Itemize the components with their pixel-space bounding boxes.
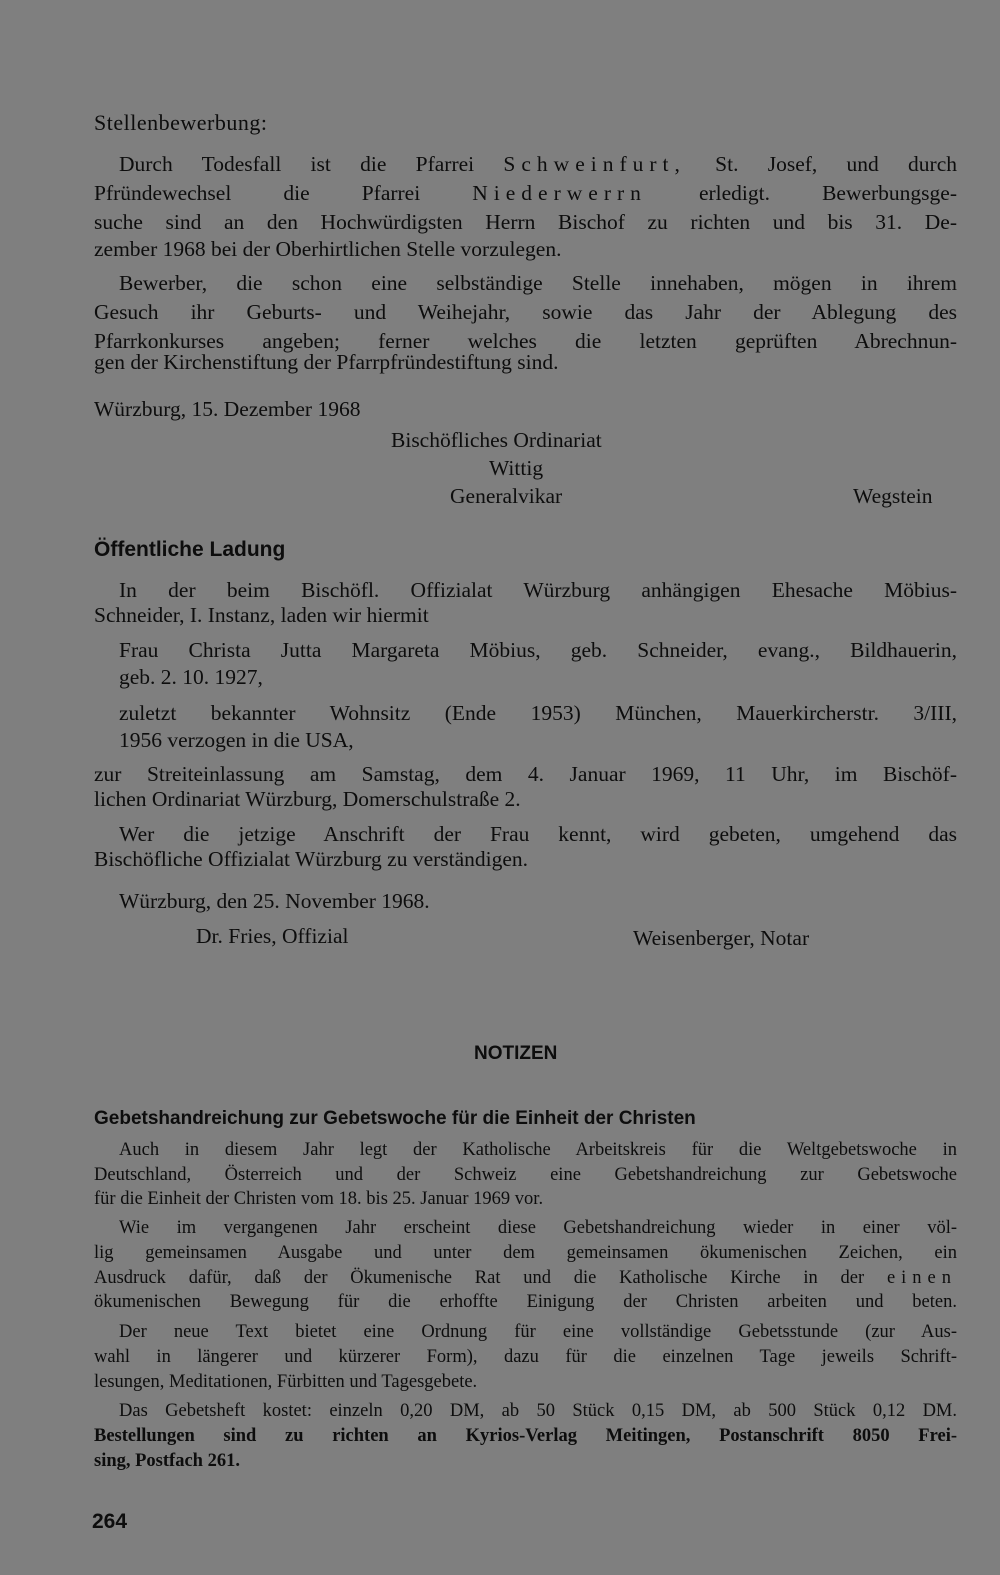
- notizen-p2-line1: Wie im vergangenen Jahr erscheint diese Gebetshandreichung wieder in einer völ-: [119, 1218, 957, 1238]
- notizen-p2-line2: lig gemeinsamen Ausgabe und unter dem gemeinsamen ökumenischen Zeichen, ein: [94, 1243, 957, 1263]
- notizen-p1-line2: Deutschland, Österreich und der Schweiz eine Gebetshandreichung zur Gebetswoche: [94, 1165, 957, 1185]
- stellen-sig-right: Wegstein: [853, 484, 933, 508]
- ladung-sig-right: Weisenberger, Notar: [633, 926, 810, 950]
- ladung-sig-left: Dr. Fries, Offizial: [196, 924, 349, 948]
- notizen-p2-line3: [94, 1266, 957, 1291]
- page-number: 264: [92, 1510, 128, 1533]
- notizen-p3-line1: Der neue Text bietet eine Ordnung für eine vollständige Gebetsstunde (zur Aus-: [119, 1322, 957, 1342]
- stellen-p1-line1-c: St. Josef, und durch: [715, 152, 958, 176]
- stellen-sig-org: Bischöfliches Ordinariat: [391, 428, 602, 452]
- ladung-date: Würzburg, den 25. November 1968.: [119, 889, 430, 913]
- stellenbewerbung-heading: Stellenbewerbung:: [94, 110, 268, 135]
- stellen-p2-line1: Bewerber, die schon eine selbständige Stelle innehaben, mögen in ihrem: [119, 271, 957, 295]
- stellen-p1-line3: suche sind an den Hochwürdigsten Herrn Bischof zu richten und bis 31. De-: [94, 210, 957, 234]
- notizen-heading: NOTIZEN: [474, 1043, 558, 1064]
- notizen-p3-line2: wahl in längerer und kürzerer Form), dazu für die einzelnen Tage jeweils Schrift-: [94, 1347, 957, 1367]
- stellen-sig-name: Wittig: [489, 456, 544, 480]
- notizen-p1-line1: Auch in diesem Jahr legt der Katholische Arbeitskreis für die Weltgebetswoche in: [119, 1140, 957, 1160]
- notizen-p2-line3-a: Ausdruck dafür, daß der Ökumenische Rat und die Katholische Kirche in der: [94, 1268, 865, 1288]
- notizen-p1-line3: für die Einheit der Christen vom 18. bis 25. Januar 1969 vor.: [94, 1189, 544, 1209]
- stellen-p1-line2-c: erledigt. Bewerbungsge-: [698, 181, 957, 205]
- notizen-subheading: Gebetshandreichung zur Gebetswoche für die Einheit der Christen: [94, 1108, 696, 1129]
- stellen-p1-line2-a: Pfründewechsel die Pfarrei: [94, 181, 421, 205]
- ladung-p4-line2: lichen Ordinariat Würzburg, Domerschulstraße 2.: [94, 787, 521, 811]
- ladung-p2-line2: geb. 2. 10. 1927,: [119, 665, 263, 689]
- ladung-p1-line2: Schneider, I. Instanz, laden wir hiermit: [94, 603, 429, 627]
- ladung-p5-line1: Wer die jetzige Anschrift der Frau kennt, wird gebeten, umgehend das: [119, 822, 957, 846]
- stellen-p1-line4: zember 1968 bei der Oberhirtlichen Stelle vorzulegen.: [94, 237, 562, 261]
- notizen-p2-line3-einen: einen: [886, 1268, 958, 1288]
- stellen-p2-line3: Pfarrkonkurses angeben; ferner welches die letzten geprüften Abrechnun-: [94, 329, 957, 353]
- notizen-p2-line4: ökumenischen Bewegung für die erhoffte Einigung der Christen arbeiten und beten.: [94, 1292, 957, 1312]
- stellen-date: Würzburg, 15. Dezember 1968: [94, 397, 361, 421]
- parish-schweinfurt: Schweinfurt,: [503, 152, 686, 176]
- stellen-sig-title: Generalvikar: [450, 484, 563, 508]
- ladung-p2-line1: Frau Christa Jutta Margareta Möbius, geb. Schneider, evang., Bildhauerin,: [119, 638, 957, 662]
- stellen-p1-line1: [119, 150, 957, 179]
- ladung-p1-line1: In der beim Bischöfl. Offizialat Würzburg anhängigen Ehesache Möbius-: [119, 578, 957, 602]
- notizen-p4-line2: Bestellungen sind zu richten an Kyrios-Verlag Meitingen, Postanschrift 8050 Frei-: [94, 1426, 957, 1446]
- stellen-p2-line2: Gesuch ihr Geburts- und Weihejahr, sowie das Jahr der Ablegung des: [94, 300, 957, 324]
- stellen-p1-line2: [94, 179, 957, 208]
- ladung-p4-line1: zur Streiteinlassung am Samstag, dem 4. Januar 1969, 11 Uhr, im Bischöf-: [94, 762, 957, 786]
- ladung-heading: Öffentliche Ladung: [94, 538, 286, 561]
- notizen-p4-line1: Das Gebetsheft kostet: einzeln 0,20 DM, ab 50 Stück 0,15 DM, ab 500 Stück 0,12 DM.: [119, 1401, 957, 1421]
- ladung-p5-line2: Bischöfliche Offizialat Würzburg zu verständigen.: [94, 847, 529, 871]
- notizen-p4-line3: sing, Postfach 261.: [94, 1451, 240, 1471]
- ladung-p3-line2: 1956 verzogen in die USA,: [119, 728, 354, 752]
- parish-niederwerrn: Niederwerrn: [472, 181, 647, 205]
- notizen-p3-line3: lesungen, Meditationen, Fürbitten und Tagesgebete.: [94, 1372, 478, 1392]
- ladung-p3-line1: zuletzt bekannter Wohnsitz (Ende 1953) München, Mauerkircherstr. 3/III,: [119, 701, 957, 725]
- stellen-p1-line1-a: Durch Todesfall ist die Pfarrei: [119, 152, 475, 176]
- stellen-p2-line4: gen der Kirchenstiftung der Pfarrpfründestiftung sind.: [94, 350, 559, 374]
